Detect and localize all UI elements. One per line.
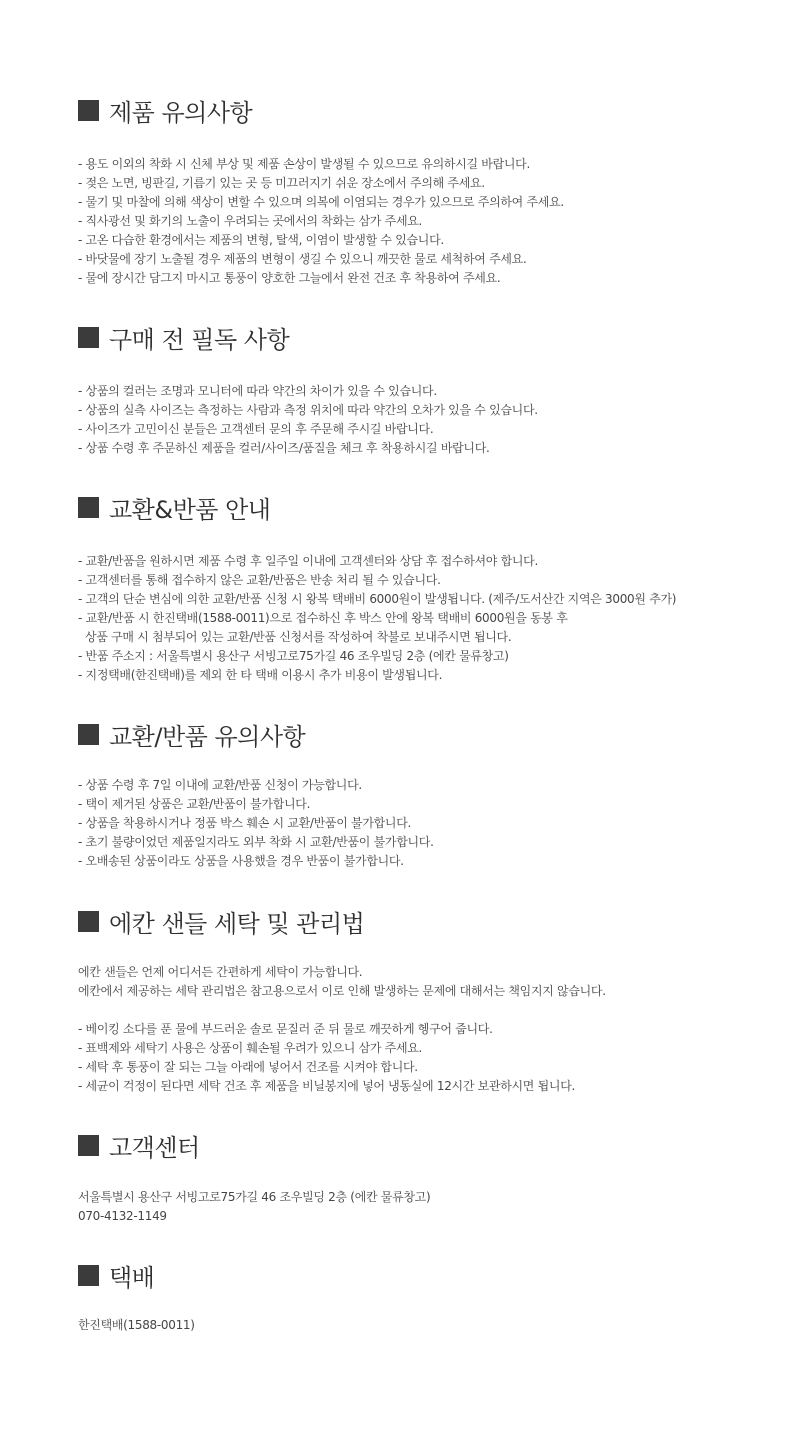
section-pre-purchase-notes (78, 320, 768, 458)
section-title: 구매 전 필독 사항 (109, 325, 290, 354)
section-body (78, 155, 768, 288)
section-heading (78, 93, 768, 127)
section-title: 에칸 샌들 세탁 및 관리법 (109, 909, 365, 938)
text-line: - 오배송된 상품이라도 상품을 사용했을 경우 반품이 불가합니다. (78, 854, 404, 868)
text-line: 에칸에서 제공하는 세탁 관리법은 참고용으로서 이로 인해 발생하는 문제에 대해서는 책임지지 않습니다. (78, 984, 606, 998)
text-line: - 고객의 단순 변심에 의한 교환/반품 신청 시 왕복 택배비 6000원이 발생됩니다. (제주/도서산간 지역은 3000원 추가) (78, 592, 677, 606)
section-heading (78, 904, 768, 938)
square-bullet-icon (78, 327, 99, 348)
text-line: - 물기 및 마찰에 의해 색상이 변할 수 있으며 의복에 이염되는 경우가 있으므로 주의하여 주세요. (78, 195, 564, 209)
text-line: - 바닷물에 장기 노출될 경우 제품의 변형이 생길 수 있으니 깨끗한 물로 세척하여 주세요. (78, 252, 527, 266)
square-bullet-icon (78, 100, 99, 121)
section-heading (78, 1128, 768, 1162)
section-body (78, 552, 768, 685)
section-body (78, 1316, 768, 1335)
section-heading (78, 1258, 768, 1292)
section-body (78, 382, 768, 458)
section-heading (78, 320, 768, 354)
section-customer-center (78, 1128, 768, 1226)
section-delivery (78, 1258, 768, 1335)
text-line: - 상품 수령 후 주문하신 제품을 컬러/사이즈/품질을 체크 후 착용하시길 바랍니다. (78, 441, 490, 455)
section-title: 교환/반품 유의사항 (109, 722, 306, 751)
text-line: - 교환/반품을 원하시면 제품 수령 후 일주일 이내에 고객센터와 상담 후 접수하셔야 합니다. (78, 554, 538, 568)
section-washing-care (78, 904, 768, 1096)
text-line: - 지정택배(한진택배)를 제외 한 타 택배 이용시 추가 비용이 발생됩니다. (78, 668, 443, 682)
text-line: - 고객센터를 통해 접수하지 않은 교환/반품은 반송 처리 될 수 있습니다. (78, 573, 441, 587)
text-line: - 세균이 걱정이 된다면 세탁 건조 후 제품을 비닐봉지에 넣어 냉동실에 12시간 보관하시면 됩니다. (78, 1079, 576, 1093)
text-line: - 세탁 후 통풍이 잘 되는 그늘 아래에 넣어서 건조를 시켜야 합니다. (78, 1060, 418, 1074)
phone-number: 070-4132-1149 (78, 1209, 167, 1223)
square-bullet-icon (78, 724, 99, 745)
text-line: - 고온 다습한 환경에서는 제품의 변형, 탈색, 이염이 발생할 수 있습니다. (78, 233, 444, 247)
section-heading (78, 490, 768, 524)
square-bullet-icon (78, 911, 99, 932)
text-line: - 용도 이외의 착화 시 신체 부상 및 제품 손상이 발생될 수 있으므로 유의하시길 바랍니다. (78, 157, 530, 171)
section-title: 제품 유의사항 (109, 98, 253, 127)
section-heading (78, 717, 768, 751)
text-line: - 물에 장시간 담그지 마시고 통풍이 양호한 그늘에서 완전 건조 후 착용하여 주세요. (78, 271, 501, 285)
text-line: - 직사광선 및 화기의 노출이 우려되는 곳에서의 착화는 삼가 주세요. (78, 214, 423, 228)
text-line: - 상품의 컬러는 조명과 모니터에 따라 약간의 차이가 있을 수 있습니다. (78, 384, 437, 398)
text-line: - 상품 수령 후 7일 이내에 교환/반품 신청이 가능합니다. (78, 778, 362, 792)
text-line: - 베이킹 소다를 푼 물에 부드러운 솔로 문질러 준 뒤 물로 깨끗하게 헹구어 줍니다. (78, 1022, 493, 1036)
text-line: 상품 구매 시 첨부되어 있는 교환/반품 신청서를 작성하여 착불로 보내주시면 됩니다. (78, 630, 512, 644)
address-text: 서울특별시 용산구 서빙고로75가길 46 조우빌딩 2층 (에칸 물류창고) (78, 1190, 431, 1204)
text-line: - 젖은 노면, 빙판길, 기름기 있는 곳 등 미끄러지기 쉬운 장소에서 주의해 주세요. (78, 176, 485, 190)
section-exchange-return-guide (78, 490, 768, 685)
square-bullet-icon (78, 1135, 99, 1156)
courier-text: 한진택배(1588-0011) (78, 1318, 195, 1332)
text-line: - 택이 제거된 상품은 교환/반품이 불가합니다. (78, 797, 311, 811)
text-line: - 반품 주소지 : 서울특별시 용산구 서빙고로75가길 46 조우빌딩 2층 (에칸 물류창고) (78, 649, 509, 663)
text-line: - 교환/반품 시 한진택배(1588-0011)으로 접수하신 후 박스 안에 왕복 택배비 6000원을 동봉 후 (78, 611, 568, 625)
section-title: 교환&반품 안내 (109, 495, 271, 524)
section-title: 택배 (109, 1263, 155, 1292)
section-product-cautions (78, 93, 768, 288)
section-body (78, 963, 768, 1096)
section-exchange-return-cautions (78, 717, 768, 871)
text-line: 에칸 샌들은 언제 어디서든 간편하게 세탁이 가능합니다. (78, 965, 363, 979)
blank-line (78, 1001, 768, 1020)
text-line: - 사이즈가 고민이신 분들은 고객센터 문의 후 주문해 주시길 바랍니다. (78, 422, 434, 436)
text-line: - 초기 불량이었던 제품일지라도 외부 착화 시 교환/반품이 불가합니다. (78, 835, 434, 849)
text-line: - 표백제와 세탁기 사용은 상품이 훼손될 우려가 있으니 삼가 주세요. (78, 1041, 423, 1055)
text-line: - 상품의 실측 사이즈는 측정하는 사람과 측정 위치에 따라 약간의 오차가 있을 수 있습니다. (78, 403, 538, 417)
section-body (78, 776, 768, 871)
section-body (78, 1188, 768, 1226)
square-bullet-icon (78, 1265, 99, 1286)
square-bullet-icon (78, 497, 99, 518)
text-line: - 상품을 착용하시거나 정품 박스 훼손 시 교환/반품이 불가합니다. (78, 816, 411, 830)
section-title: 고객센터 (109, 1133, 200, 1162)
